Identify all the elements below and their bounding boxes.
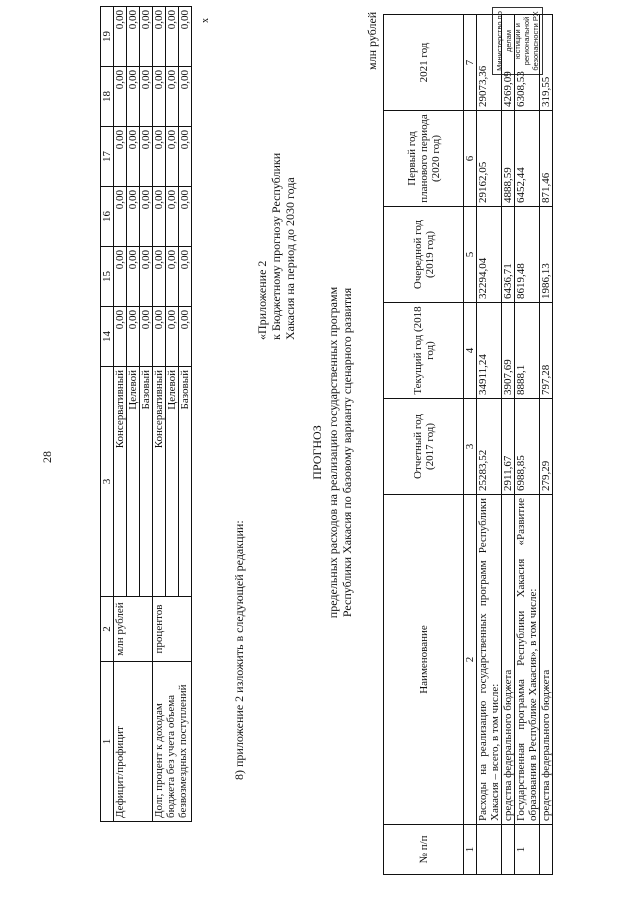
row-number <box>540 825 553 875</box>
value-cell: 0,00 <box>114 187 127 247</box>
column-number: 1 <box>464 825 477 875</box>
forecast-subtitle <box>326 0 354 905</box>
forecast-title: ПРОГНОЗ <box>310 425 324 480</box>
col-header: 3 <box>101 367 114 597</box>
value-cell: 34911,24 <box>477 303 502 399</box>
value-cell: 0,00 <box>179 307 192 367</box>
value-cell: 8888,1 <box>515 303 540 399</box>
value-cell: 0,00 <box>140 127 153 187</box>
col-header: 17 <box>101 127 114 187</box>
value-cell: 0,00 <box>166 247 179 307</box>
appendix-note <box>255 153 297 340</box>
name-header: Наименование <box>384 495 464 825</box>
value-cell: 0,00 <box>114 127 127 187</box>
value-cell: 4269,09 <box>502 15 515 111</box>
appendix-line: Хакасия на период до 2030 года <box>283 177 297 340</box>
column-number: 7 <box>464 15 477 111</box>
value-cell: 32294,04 <box>477 207 502 303</box>
value-cell: 6308,53 <box>515 15 540 111</box>
value-cell: 8619,48 <box>515 207 540 303</box>
scenario-cell: Консервативный <box>114 367 127 597</box>
value-cell: 279,29 <box>540 399 553 495</box>
year-header-2021: 2021 год <box>384 15 464 111</box>
subtitle-line: предельных расходов на реализацию государственных программ <box>326 286 340 619</box>
value-cell: 0,00 <box>166 127 179 187</box>
value-cell: 319,55 <box>540 15 553 111</box>
value-cell: 1986,13 <box>540 207 553 303</box>
value-cell: 0,00 <box>140 7 153 67</box>
column-number: 6 <box>464 111 477 207</box>
scenario-cell: Целевой <box>166 367 179 597</box>
table-row <box>114 7 127 822</box>
value-cell: 0,00 <box>153 67 166 127</box>
year-header-2018: Текущий год (2018 год) <box>384 303 464 399</box>
value-cell: 0,00 <box>140 67 153 127</box>
stamp-line: Министерство по делам <box>495 11 513 71</box>
value-cell: 0,00 <box>127 307 140 367</box>
table-row <box>153 7 166 822</box>
value-cell: 0,00 <box>127 247 140 307</box>
column-number: 5 <box>464 207 477 303</box>
value-cell: 29162,05 <box>477 111 502 207</box>
scenario-cell: Базовый <box>179 367 192 597</box>
value-cell: 0,00 <box>153 247 166 307</box>
unit-label: млн рублей <box>365 11 379 70</box>
value-cell: 0,00 <box>140 187 153 247</box>
column-number: 3 <box>464 399 477 495</box>
value-cell: 0,00 <box>166 7 179 67</box>
amendment-text: 8) приложение 2 изложить в следующей редакции: <box>232 520 246 780</box>
value-cell: 0,00 <box>153 307 166 367</box>
value-cell: 0,00 <box>127 67 140 127</box>
page-number: 28 <box>40 451 54 463</box>
value-cell: 25283,52 <box>477 399 502 495</box>
col-header: 2 <box>101 597 114 662</box>
scenario-cell: Консервативный <box>153 367 166 597</box>
subtitle-line: Республики Хакасия по базовому варианту сценарного развития <box>340 287 354 618</box>
value-cell: 0,00 <box>179 127 192 187</box>
value-cell: 0,00 <box>140 307 153 367</box>
num-header: № п/п <box>384 825 464 875</box>
header-row <box>101 7 114 822</box>
row-name: Расходы на реализацию государственных программ Республики Хакасия – всего, в том числе: <box>477 495 502 825</box>
value-cell: 2911,67 <box>502 399 515 495</box>
value-cell: 0,00 <box>127 7 140 67</box>
stamp-line: юстиции и региональной <box>513 16 531 66</box>
table-row <box>502 15 515 875</box>
value-cell: 6436,71 <box>502 207 515 303</box>
col-header: 19 <box>101 7 114 67</box>
indicator-label: Долг, процент к доходам бюджета без учета объема безвозмездных поступлений <box>153 662 192 822</box>
value-cell: 797,28 <box>540 303 553 399</box>
value-cell: 0,00 <box>114 307 127 367</box>
table-row <box>540 15 553 875</box>
value-cell: 4888,59 <box>502 111 515 207</box>
value-cell: 0,00 <box>166 187 179 247</box>
appendix-line: к Бюджетному прогнозу Республики <box>269 152 283 340</box>
row-name: средства федерального бюджета <box>502 495 515 825</box>
column-number: 2 <box>464 495 477 825</box>
table-row <box>477 15 502 875</box>
row-name: средства федерального бюджета <box>540 495 553 825</box>
value-cell: 29073,36 <box>477 15 502 111</box>
row-number: 1 <box>515 825 540 875</box>
value-cell: 0,00 <box>166 67 179 127</box>
unit-cell: процентов <box>153 597 192 662</box>
row-number <box>502 825 515 875</box>
value-cell: 871,46 <box>540 111 553 207</box>
appendix-line: «Приложение 2 <box>255 260 269 340</box>
col-header: 16 <box>101 187 114 247</box>
stamp-line: безопасности РХ <box>531 11 540 71</box>
table-row <box>515 15 540 875</box>
value-cell: 6988,85 <box>515 399 540 495</box>
value-cell: 0,00 <box>153 7 166 67</box>
row-name: Государственная программа Республики Хакасия «Развитие образования в Республике Хакасия», в том числе: <box>515 495 540 825</box>
col-header: 14 <box>101 307 114 367</box>
value-cell: 0,00 <box>179 7 192 67</box>
value-cell: 0,00 <box>114 247 127 307</box>
column-number: 4 <box>464 303 477 399</box>
value-cell: 0,00 <box>127 127 140 187</box>
side-mark: х <box>200 18 211 23</box>
value-cell: 0,00 <box>179 187 192 247</box>
year-header-2017: Отчетный год (2017 год) <box>384 399 464 495</box>
value-cell: 0,00 <box>114 67 127 127</box>
col-header: 15 <box>101 247 114 307</box>
year-header-2020: Первый год планового периода (2020 год) <box>384 111 464 207</box>
value-cell: 3907,69 <box>502 303 515 399</box>
value-cell: 0,00 <box>179 67 192 127</box>
value-cell: 6452,44 <box>515 111 540 207</box>
indicator-label: Дефицит/профицит <box>114 662 153 822</box>
col-header: 18 <box>101 67 114 127</box>
value-cell: 0,00 <box>153 187 166 247</box>
forecast-table <box>383 14 553 875</box>
value-cell: 0,00 <box>127 187 140 247</box>
value-cell: 0,00 <box>166 307 179 367</box>
col-header: 1 <box>101 662 114 822</box>
column-number-row <box>464 15 477 875</box>
scenario-cell: Целевой <box>127 367 140 597</box>
value-cell: 0,00 <box>179 247 192 307</box>
scenario-table <box>100 6 192 822</box>
header-row <box>384 15 464 875</box>
year-header-2019: Очередной год (2019 год) <box>384 207 464 303</box>
unit-cell: млн рублей <box>114 597 153 662</box>
row-number <box>477 825 502 875</box>
value-cell: 0,00 <box>153 127 166 187</box>
scenario-cell: Базовый <box>140 367 153 597</box>
value-cell: 0,00 <box>114 7 127 67</box>
value-cell: 0,00 <box>140 247 153 307</box>
